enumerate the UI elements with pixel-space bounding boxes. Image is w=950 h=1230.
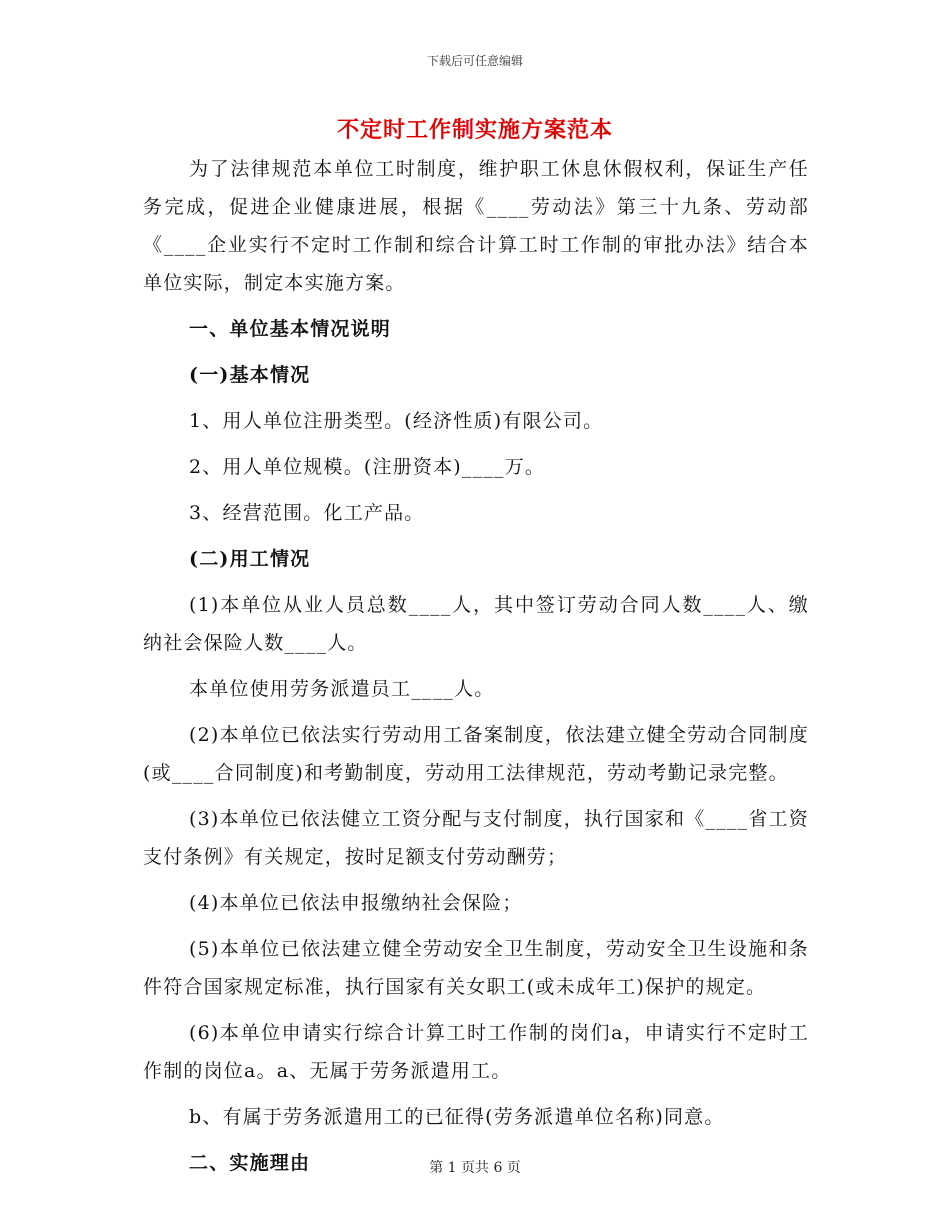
employment-item-6b: b、有属于劳务派遣用工的已征得(劳务派遣单位名称)同意。 (189, 1106, 725, 1128)
page-header-note: 下载后可任意编辑 (426, 54, 523, 68)
list-item-registration-type: 1、用人单位注册类型。(经济性质)有限公司。 (189, 410, 604, 432)
subsection-heading-2: (二)用工情况 (189, 548, 311, 570)
employment-item-2: (2)本单位已依法实行劳动用工备案制度，依法建立健全劳动合同制度(或____合同制度)和考勤制度，劳动用工法律规范，劳动考勤记录完整。 (143, 724, 809, 784)
list-item-scale: 2、用人单位规模。(注册资本)____万。 (189, 456, 546, 478)
document-body (143, 150, 809, 1190)
employment-item-5: (5)本单位已依法建立健全劳动安全卫生制度，劳动安全卫生设施和条件符合国家规定标准，执行国家有关女职工(或未成年工)保护的规定。 (143, 938, 809, 998)
employment-item-1: (1)本单位从业人员总数____人，其中签订劳动合同人数____人、缴纳社会保险人数____人。 (143, 594, 809, 654)
page-footer-number: 第 1 页共 6 页 (429, 1160, 521, 1176)
list-item-business-scope: 3、经营范围。化工产品。 (189, 502, 425, 524)
section-heading-1: 一、单位基本情况说明 (189, 318, 392, 340)
employment-item-6: (6)本单位申请实行综合计算工时工作制的岗们a，申请实行不定时工作制的岗位a。a、无属于劳务派遣用工。 (143, 1022, 809, 1082)
intro-paragraph: 为了法律规范本单位工时制度，维护职工休息休假权利，保证生产任务完成，促进企业健康进展，根据《____劳动法》第三十九条、劳动部《____企业实行不定时工作制和综合计算工时工作制的审批办法》结合本单位实际，制定本实施方案。 (143, 158, 809, 294)
document-title: 不定时工作制实施方案范本 (336, 117, 613, 143)
employment-dispatch-paragraph: 本单位使用劳务派遣员工____人。 (189, 678, 495, 700)
employment-item-4: (4)本单位已依法申报缴纳社会保险； (189, 892, 523, 914)
section-heading-2: 二、实施理由 (189, 1152, 311, 1174)
subsection-heading-1: (一)基本情况 (189, 364, 311, 386)
employment-item-3: (3)本单位已依法健立工资分配与支付制度，执行国家和《____省工资支付条例》有关规定，按时足额支付劳动酬劳； (143, 808, 809, 868)
